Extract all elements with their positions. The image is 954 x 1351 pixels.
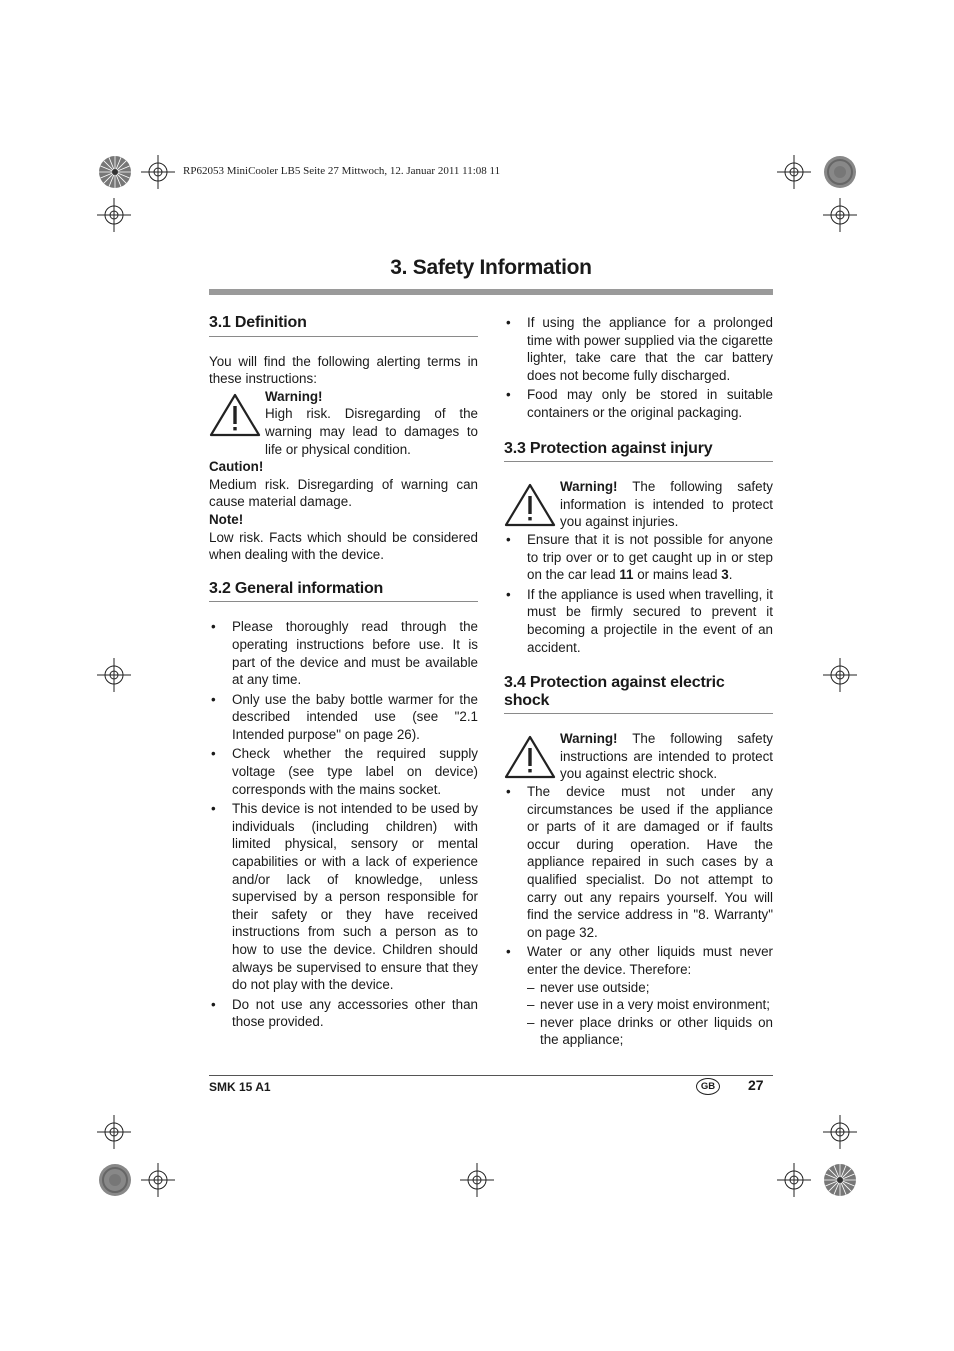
- footer-model: SMK 15 A1: [209, 1080, 271, 1094]
- note-text: Low risk. Facts which should be considered when dealing with the device.: [209, 529, 478, 563]
- list-item: • Only use the baby bottle warmer for the described intended use (see "2.1 Intended purpose" on page 26).: [209, 691, 478, 744]
- print-header: RP62053 MiniCooler LB5 Seite 27 Mittwoch, 12. Januar 2011 11:08 11: [183, 165, 501, 177]
- right-column: [504, 314, 773, 1051]
- note-label: Note!: [209, 511, 244, 527]
- registration-mark-icon: [777, 155, 811, 189]
- section-heading-definition: 3.1 Definition: [209, 314, 478, 337]
- electric-warning-label: Warning!: [560, 731, 618, 747]
- injury-warning-text: The following safety information is intended to protect you against injuries.: [560, 479, 773, 530]
- registration-mark-icon: [777, 1163, 811, 1197]
- list-item: • Water or any other liquids must never enter the device. Therefore: – never use outside; – never use in a very moist environment; – never place drinks or other liquids on the appliance;: [504, 943, 773, 1049]
- footer-rule: [209, 1075, 773, 1076]
- list-item: • Food may only be stored in suitable containers or the original packaging.: [504, 386, 773, 421]
- electric-warning-text: The following safety instructions are intended to protect you against electric shock.: [560, 731, 773, 782]
- definition-warning-text: High risk. Disregarding of the warning may lead to damages to life or physical condition.: [265, 406, 478, 457]
- warning-triangle-icon: [504, 482, 556, 528]
- warning-triangle-icon: [504, 734, 556, 780]
- title-bar: [209, 289, 773, 295]
- list-item: • Please thoroughly read through the operating instructions before use. It is part of the device and must be available at any time.: [209, 618, 478, 688]
- left-column: [209, 314, 478, 1033]
- rosette-mark-icon: [98, 155, 132, 189]
- rosette-mark-icon: [823, 155, 857, 189]
- registration-mark-icon: [460, 1163, 494, 1197]
- page-title: 3. Safety Information: [390, 256, 592, 279]
- registration-mark-icon: [141, 155, 175, 189]
- caution-text: Medium risk. Disregarding of warning can cause material damage.: [209, 476, 478, 510]
- registration-mark-icon: [141, 1163, 175, 1197]
- registration-mark-icon: [823, 1115, 857, 1149]
- list-item: • Do not use any accessories other than those provided.: [209, 996, 478, 1031]
- definition-warning-block: [209, 388, 478, 458]
- list-item: • If using the appliance for a prolonged time with power supplied via the cigarette lighter, take care that the car battery does not become fully discharged.: [504, 314, 773, 384]
- caution-label: Caution!: [209, 459, 264, 475]
- electric-warning-block: [504, 730, 773, 783]
- list-item: • The device must not under any circumstances be used if the appliance or parts of it are damaged or if faults occur during operation. Have the appliance repaired in such cases by a qualified specialist. Do not attempt to carry out any repairs yourself. You will find the service address in "8. Warranty" on page 32.: [504, 783, 773, 941]
- registration-mark-icon: [97, 1115, 131, 1149]
- section-heading-injury: 3.3 Protection against injury: [504, 440, 773, 463]
- rosette-mark-icon: [823, 1163, 857, 1197]
- injury-warning-label: Warning!: [560, 479, 618, 495]
- warning-triangle-icon: [209, 392, 261, 438]
- list-item: • If the appliance is used when travelling, it must be firmly secured to prevent it becoming a projectile in the event of an accident.: [504, 586, 773, 656]
- injury-warning-block: [504, 478, 773, 531]
- list-item: • This device is not intended to be used by individuals (including children) with limited physical, sensory or mental capabilities or with a lack of experience and/or lack of knowledge, unless supervised by a person responsible for their safety or they have received instructions from such a person as to how to use the device. Children should always be supervised to ensure that they do not play with the device.: [209, 800, 478, 994]
- registration-mark-icon: [823, 658, 857, 692]
- list-item: • Ensure that it is not possible for anyone to trip over or to get caught up in or step on the car lead 11 or mains lead 3.: [504, 531, 773, 584]
- country-badge: GB: [696, 1078, 720, 1095]
- section-heading-general: 3.2 General information: [209, 580, 478, 603]
- definition-warning-label: Warning!: [265, 388, 323, 404]
- electric-list: [504, 783, 773, 1049]
- list-item: – never place drinks or other liquids on the appliance;: [527, 1014, 773, 1049]
- registration-mark-icon: [823, 198, 857, 232]
- registration-mark-icon: [97, 658, 131, 692]
- rosette-mark-icon: [98, 1163, 132, 1197]
- general-list-continued: [504, 314, 773, 422]
- section-heading-electric: 3.4 Protection against electric shock: [504, 674, 773, 714]
- list-item: – never use outside;: [527, 979, 773, 997]
- list-item: • Check whether the required supply voltage (see type label on device) corresponds with the mains socket.: [209, 745, 478, 798]
- injury-list: [504, 531, 773, 656]
- page-number: 27: [748, 1077, 764, 1093]
- electric-sub-list: [527, 979, 773, 1049]
- registration-mark-icon: [97, 198, 131, 232]
- list-item: – never use in a very moist environment;: [527, 996, 773, 1014]
- general-list: [209, 618, 478, 1031]
- definition-intro: You will find the following alerting terms in these instructions:: [209, 353, 478, 387]
